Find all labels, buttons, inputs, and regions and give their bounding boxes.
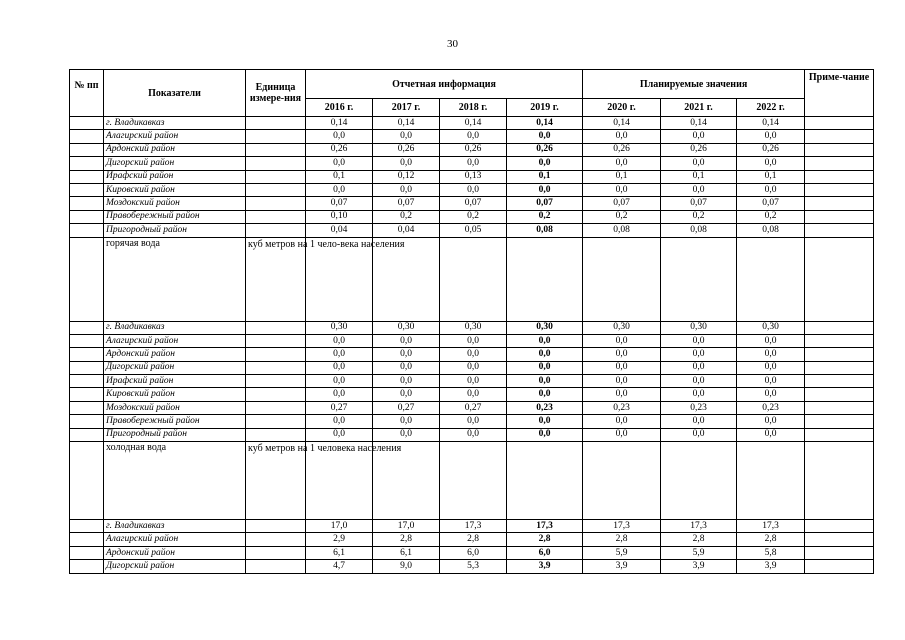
note-cell	[805, 520, 874, 533]
header-indicators: Показатели	[104, 70, 246, 117]
header-year: 2018 г.	[440, 99, 507, 117]
value-cell: 17,3	[737, 520, 805, 533]
value-cell: 0,30	[583, 321, 661, 334]
value-cell: 0,0	[373, 334, 440, 347]
district-name: Алагирский район	[104, 334, 246, 347]
value-cell: 0,26	[507, 143, 583, 156]
value-cell: 0,2	[373, 210, 440, 223]
value-cell: 0,0	[306, 388, 373, 401]
value-cell: 0,0	[661, 157, 737, 170]
table-row	[70, 183, 874, 196]
unit-cell	[246, 348, 306, 361]
header-unit: Единица измере-ния	[246, 70, 306, 117]
value-cell: 0,14	[661, 117, 737, 130]
value-cell: 0,0	[373, 428, 440, 441]
value-cell: 0,07	[306, 197, 373, 210]
value-cell: 0,0	[440, 388, 507, 401]
empty-cell	[507, 442, 583, 520]
note-cell	[805, 348, 874, 361]
empty-cell	[507, 237, 583, 321]
value-cell: 0,0	[737, 361, 805, 374]
value-cell: 0,0	[373, 130, 440, 143]
indicators-table	[69, 69, 874, 574]
value-cell: 6,1	[373, 546, 440, 559]
value-cell: 0,0	[737, 157, 805, 170]
note-cell	[805, 428, 874, 441]
unit-cell	[246, 520, 306, 533]
note-cell	[805, 401, 874, 414]
value-cell: 0,0	[507, 375, 583, 388]
value-cell: 0,26	[661, 143, 737, 156]
row-number-cell	[70, 334, 104, 347]
section-name: холодная вода	[104, 442, 246, 520]
value-cell: 0,07	[737, 197, 805, 210]
empty-cell	[583, 442, 661, 520]
empty-cell	[583, 237, 661, 321]
value-cell: 0,0	[583, 428, 661, 441]
value-cell: 0,0	[507, 428, 583, 441]
empty-cell	[440, 442, 507, 520]
row-number-cell	[70, 533, 104, 546]
district-name: Ардонский район	[104, 546, 246, 559]
value-cell: 2,8	[737, 533, 805, 546]
row-number-cell	[70, 117, 104, 130]
row-number-cell	[70, 224, 104, 237]
value-cell: 0,0	[373, 375, 440, 388]
row-number-cell	[70, 348, 104, 361]
header-year: 2021 г.	[661, 99, 737, 117]
value-cell: 0,0	[440, 428, 507, 441]
value-cell: 0,0	[306, 428, 373, 441]
value-cell: 0,0	[373, 348, 440, 361]
district-name: Дигорский район	[104, 560, 246, 573]
value-cell: 17,0	[373, 520, 440, 533]
value-cell: 17,0	[306, 520, 373, 533]
value-cell: 0,07	[583, 197, 661, 210]
value-cell: 17,3	[661, 520, 737, 533]
note-cell	[805, 157, 874, 170]
value-cell: 0,0	[373, 183, 440, 196]
table-row	[70, 415, 874, 428]
note-cell	[805, 321, 874, 334]
empty-cell	[661, 442, 737, 520]
unit-cell	[246, 415, 306, 428]
value-cell: 0,0	[583, 183, 661, 196]
value-cell: 0,0	[737, 183, 805, 196]
value-cell: 0,0	[583, 130, 661, 143]
unit-cell	[246, 428, 306, 441]
value-cell: 0,2	[440, 210, 507, 223]
table-row	[70, 533, 874, 546]
district-name: Ардонский район	[104, 143, 246, 156]
value-cell: 0,0	[306, 334, 373, 347]
table-row	[70, 197, 874, 210]
value-cell: 0,0	[583, 157, 661, 170]
value-cell: 0,0	[373, 415, 440, 428]
value-cell: 0,0	[583, 348, 661, 361]
value-cell: 0,07	[440, 197, 507, 210]
table-row	[70, 224, 874, 237]
section-unit: куб метров на 1 человека населения	[246, 442, 306, 520]
unit-cell	[246, 321, 306, 334]
value-cell: 0,0	[661, 183, 737, 196]
table-row	[70, 375, 874, 388]
value-cell: 3,9	[507, 560, 583, 573]
value-cell: 0,23	[737, 401, 805, 414]
header-year: 2016 г.	[306, 99, 373, 117]
district-name: Пригородный район	[104, 428, 246, 441]
header-year: 2020 г.	[583, 99, 661, 117]
value-cell: 2,9	[306, 533, 373, 546]
value-cell: 0,0	[373, 361, 440, 374]
value-cell: 5,9	[661, 546, 737, 559]
value-cell: 3,9	[583, 560, 661, 573]
note-cell	[805, 533, 874, 546]
value-cell: 0,08	[661, 224, 737, 237]
value-cell: 0,0	[661, 388, 737, 401]
value-cell: 6,0	[507, 546, 583, 559]
value-cell: 0,0	[373, 388, 440, 401]
note-cell	[805, 560, 874, 573]
row-number-cell	[70, 388, 104, 401]
value-cell: 0,04	[306, 224, 373, 237]
value-cell: 0,0	[440, 415, 507, 428]
row-number-cell	[70, 442, 104, 520]
value-cell: 0,27	[373, 401, 440, 414]
unit-cell	[246, 183, 306, 196]
table-row	[70, 546, 874, 559]
value-cell: 0,30	[661, 321, 737, 334]
note-cell	[805, 210, 874, 223]
district-name: Моздокский район	[104, 401, 246, 414]
table-row	[70, 321, 874, 334]
district-name: Правобережный район	[104, 415, 246, 428]
value-cell: 5,9	[583, 546, 661, 559]
row-number-cell	[70, 560, 104, 573]
value-cell: 0,30	[440, 321, 507, 334]
row-number-cell	[70, 210, 104, 223]
section-unit: куб метров на 1 чело-века населения	[246, 237, 306, 321]
district-name: Ардонский район	[104, 348, 246, 361]
header-planned: Планируемые значения	[583, 70, 805, 99]
row-number-cell	[70, 157, 104, 170]
value-cell: 0,0	[737, 428, 805, 441]
value-cell: 0,26	[583, 143, 661, 156]
note-cell	[805, 183, 874, 196]
unit-cell	[246, 546, 306, 559]
unit-cell	[246, 157, 306, 170]
row-number-cell	[70, 520, 104, 533]
value-cell: 0,1	[583, 170, 661, 183]
value-cell: 0,0	[306, 348, 373, 361]
value-cell: 0,14	[440, 117, 507, 130]
value-cell: 2,8	[373, 533, 440, 546]
value-cell: 0,07	[507, 197, 583, 210]
district-name: Ирафский район	[104, 375, 246, 388]
value-cell: 0,0	[306, 183, 373, 196]
value-cell: 0,0	[583, 334, 661, 347]
note-cell	[805, 334, 874, 347]
value-cell: 5,8	[737, 546, 805, 559]
value-cell: 0,14	[583, 117, 661, 130]
page-number: 30	[447, 38, 458, 50]
unit-cell	[246, 533, 306, 546]
value-cell: 0,26	[306, 143, 373, 156]
value-cell: 0,30	[507, 321, 583, 334]
table-row	[70, 210, 874, 223]
value-cell: 0,13	[440, 170, 507, 183]
district-name: Алагирский район	[104, 533, 246, 546]
row-number-cell	[70, 237, 104, 321]
value-cell: 0,0	[507, 415, 583, 428]
row-number-cell	[70, 375, 104, 388]
row-number-cell	[70, 170, 104, 183]
value-cell: 0,0	[306, 361, 373, 374]
value-cell: 0,23	[661, 401, 737, 414]
value-cell: 0,1	[507, 170, 583, 183]
value-cell: 0,0	[661, 361, 737, 374]
value-cell: 0,26	[373, 143, 440, 156]
district-name: Моздокский район	[104, 197, 246, 210]
unit-cell	[246, 224, 306, 237]
district-name: Пригородный район	[104, 224, 246, 237]
value-cell: 0,0	[583, 375, 661, 388]
value-cell: 0,04	[373, 224, 440, 237]
table-row	[70, 401, 874, 414]
table-row	[70, 117, 874, 130]
value-cell: 0,1	[661, 170, 737, 183]
value-cell: 0,0	[661, 428, 737, 441]
value-cell: 0,0	[306, 415, 373, 428]
value-cell: 0,08	[507, 224, 583, 237]
value-cell: 0,0	[661, 130, 737, 143]
table-row	[70, 520, 874, 533]
row-number-cell	[70, 143, 104, 156]
row-number-cell	[70, 428, 104, 441]
value-cell: 0,0	[507, 348, 583, 361]
row-number-cell	[70, 401, 104, 414]
unit-cell	[246, 361, 306, 374]
value-cell: 0,0	[583, 361, 661, 374]
table-row	[70, 388, 874, 401]
value-cell: 2,8	[440, 533, 507, 546]
value-cell: 6,1	[306, 546, 373, 559]
value-cell: 2,8	[583, 533, 661, 546]
empty-cell	[737, 442, 805, 520]
value-cell: 5,3	[440, 560, 507, 573]
table-row	[70, 143, 874, 156]
value-cell: 0,2	[507, 210, 583, 223]
district-name: Дигорский район	[104, 361, 246, 374]
row-number-cell	[70, 183, 104, 196]
value-cell: 0,30	[373, 321, 440, 334]
header-year: 2019 г.	[507, 99, 583, 117]
value-cell: 0,0	[737, 415, 805, 428]
value-cell: 0,0	[661, 375, 737, 388]
table-row	[70, 361, 874, 374]
value-cell: 0,0	[583, 388, 661, 401]
value-cell: 6,0	[440, 546, 507, 559]
value-cell: 0,07	[661, 197, 737, 210]
unit-cell	[246, 375, 306, 388]
table-row	[70, 130, 874, 143]
unit-cell	[246, 401, 306, 414]
value-cell: 0,0	[440, 157, 507, 170]
note-cell	[805, 143, 874, 156]
table-row	[70, 560, 874, 573]
value-cell: 0,0	[737, 130, 805, 143]
unit-cell	[246, 210, 306, 223]
header-year: 2022 г.	[737, 99, 805, 117]
empty-cell	[440, 237, 507, 321]
section-row	[70, 442, 874, 520]
empty-cell	[805, 237, 874, 321]
empty-cell	[805, 442, 874, 520]
row-number-cell	[70, 361, 104, 374]
value-cell: 0,2	[737, 210, 805, 223]
district-name: Кировский район	[104, 183, 246, 196]
value-cell: 0,27	[440, 401, 507, 414]
unit-cell	[246, 143, 306, 156]
value-cell: 0,2	[661, 210, 737, 223]
value-cell: 0,0	[507, 130, 583, 143]
value-cell: 0,0	[737, 375, 805, 388]
table-row	[70, 157, 874, 170]
value-cell: 0,0	[440, 375, 507, 388]
value-cell: 3,9	[661, 560, 737, 573]
section-name: горячая вода	[104, 237, 246, 321]
value-cell: 0,14	[373, 117, 440, 130]
value-cell: 0,07	[373, 197, 440, 210]
unit-cell	[246, 130, 306, 143]
district-name: Кировский район	[104, 388, 246, 401]
value-cell: 17,3	[440, 520, 507, 533]
value-cell: 0,0	[507, 361, 583, 374]
value-cell: 0,14	[306, 117, 373, 130]
value-cell: 0,27	[306, 401, 373, 414]
value-cell: 0,0	[507, 183, 583, 196]
unit-cell	[246, 388, 306, 401]
note-cell	[805, 224, 874, 237]
value-cell: 0,0	[737, 388, 805, 401]
value-cell: 0,12	[373, 170, 440, 183]
district-name: Алагирский район	[104, 130, 246, 143]
header-note: Приме-чание	[805, 70, 874, 117]
value-cell: 0,0	[440, 348, 507, 361]
value-cell: 17,3	[583, 520, 661, 533]
note-cell	[805, 546, 874, 559]
note-cell	[805, 388, 874, 401]
value-cell: 0,0	[306, 130, 373, 143]
row-number-cell	[70, 197, 104, 210]
value-cell: 0,1	[306, 170, 373, 183]
unit-cell	[246, 117, 306, 130]
value-cell: 0,1	[737, 170, 805, 183]
section-row	[70, 237, 874, 321]
value-cell: 0,0	[661, 348, 737, 361]
value-cell: 9,0	[373, 560, 440, 573]
value-cell: 0,26	[440, 143, 507, 156]
value-cell: 0,0	[507, 334, 583, 347]
value-cell: 2,8	[507, 533, 583, 546]
header-num: № пп	[70, 70, 104, 117]
note-cell	[805, 130, 874, 143]
header-reported: Отчетная информация	[306, 70, 583, 99]
district-name: г. Владикавказ	[104, 520, 246, 533]
value-cell: 0,14	[737, 117, 805, 130]
note-cell	[805, 415, 874, 428]
district-name: Дигорский район	[104, 157, 246, 170]
row-number-cell	[70, 321, 104, 334]
value-cell: 0,0	[306, 157, 373, 170]
value-cell: 0,0	[440, 130, 507, 143]
value-cell: 0,0	[440, 183, 507, 196]
value-cell: 0,0	[507, 388, 583, 401]
value-cell: 0,0	[737, 348, 805, 361]
table-row	[70, 334, 874, 347]
value-cell: 0,0	[440, 334, 507, 347]
value-cell: 0,0	[440, 361, 507, 374]
empty-cell	[661, 237, 737, 321]
district-name: г. Владикавказ	[104, 117, 246, 130]
value-cell: 0,0	[583, 415, 661, 428]
value-cell: 0,0	[661, 415, 737, 428]
table-row	[70, 428, 874, 441]
value-cell: 0,08	[737, 224, 805, 237]
value-cell: 0,14	[507, 117, 583, 130]
value-cell: 0,0	[373, 157, 440, 170]
value-cell: 4,7	[306, 560, 373, 573]
value-cell: 0,0	[737, 334, 805, 347]
value-cell: 0,0	[507, 157, 583, 170]
value-cell: 0,10	[306, 210, 373, 223]
value-cell: 17,3	[507, 520, 583, 533]
value-cell: 0,26	[737, 143, 805, 156]
unit-cell	[246, 197, 306, 210]
table-row	[70, 348, 874, 361]
value-cell: 3,9	[737, 560, 805, 573]
value-cell: 0,30	[306, 321, 373, 334]
unit-cell	[246, 334, 306, 347]
header-year: 2017 г.	[373, 99, 440, 117]
note-cell	[805, 375, 874, 388]
empty-cell	[737, 237, 805, 321]
district-name: Ирафский район	[104, 170, 246, 183]
value-cell: 0,2	[583, 210, 661, 223]
value-cell: 0,23	[583, 401, 661, 414]
note-cell	[805, 117, 874, 130]
value-cell: 0,23	[507, 401, 583, 414]
row-number-cell	[70, 546, 104, 559]
unit-cell	[246, 170, 306, 183]
row-number-cell	[70, 415, 104, 428]
value-cell: 0,0	[306, 375, 373, 388]
value-cell: 0,30	[737, 321, 805, 334]
district-name: Правобережный район	[104, 210, 246, 223]
value-cell: 0,08	[583, 224, 661, 237]
value-cell: 2,8	[661, 533, 737, 546]
table-row	[70, 170, 874, 183]
note-cell	[805, 361, 874, 374]
note-cell	[805, 197, 874, 210]
unit-cell	[246, 560, 306, 573]
value-cell: 0,0	[661, 334, 737, 347]
district-name: г. Владикавказ	[104, 321, 246, 334]
row-number-cell	[70, 130, 104, 143]
value-cell: 0,05	[440, 224, 507, 237]
note-cell	[805, 170, 874, 183]
